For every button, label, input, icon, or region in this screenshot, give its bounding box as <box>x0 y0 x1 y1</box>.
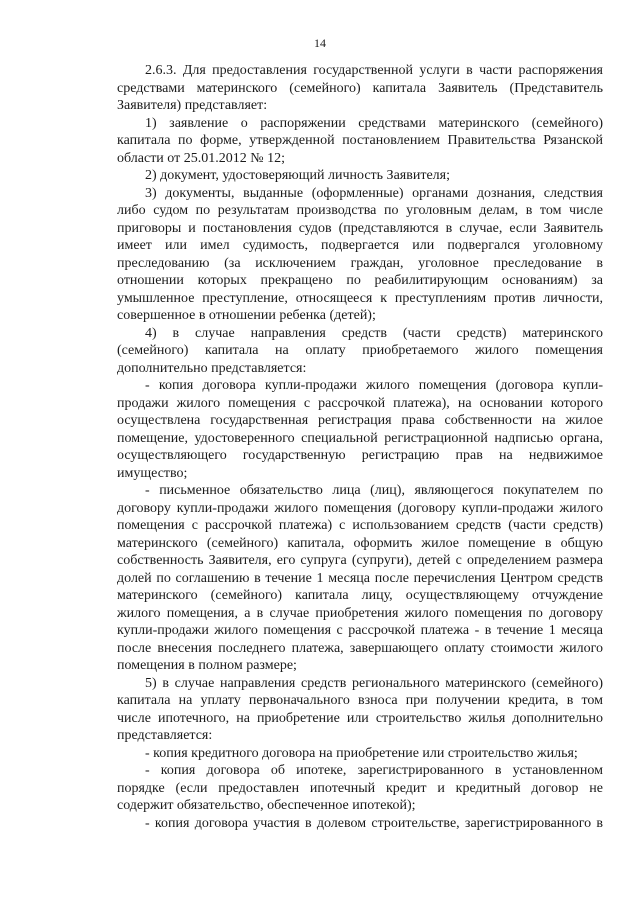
text-line: 5) в случае направления средств регионального материнского (семейного) <box>145 675 603 691</box>
text-line: имущество; <box>117 465 188 481</box>
text-line: - письменное обязательство лица (лиц), являющегося покупателем по <box>145 483 603 498</box>
text-line: - копия договора об ипотеке, зарегистрированного в установленном <box>145 763 603 778</box>
text-line: 3) документы, выданные (оформленные) органами дознания, следствия <box>145 185 603 201</box>
text-line: помещения в полном размере; <box>117 658 297 673</box>
text-line: - копия договора участия в долевом строительстве, зарегистрированного в <box>145 815 603 831</box>
text-line: осуществлена государственная регистрация права собственности на жилое <box>117 413 603 428</box>
text-line: договору купли-продажи жилого помещения (договору купли-продажи жилого <box>117 500 603 516</box>
text-line: материнского (семейного) капитала лицу, осуществляющему отчуждение <box>117 588 603 603</box>
text-line: приговоры и постановления судов (представляются в случае, если Заявитель <box>117 220 603 236</box>
text-line: собственность Заявителя, его супруга (супруги), детей с определением размера <box>117 553 603 568</box>
page-number: 14 <box>314 36 326 50</box>
text-line: помещения с рассрочкой платежа) с использованием средств (части средств) <box>117 518 603 533</box>
text-line: продажи жилого помещения с рассрочкой платежа), на основании которого <box>117 395 603 411</box>
text-line: (семейного) капитала на оплату приобретаемого жилого помещения <box>117 343 603 358</box>
document-body <box>117 62 603 832</box>
text-line: осуществляющего государственную регистрацию прав на недвижимое <box>117 448 603 463</box>
text-line: области от 25.01.2012 № 12; <box>117 150 285 166</box>
text-line: капитала по форме, утвержденной постановлением Правительства Рязанской <box>117 133 603 148</box>
text-line: содержит обязательство, обеспеченное ипотекой); <box>117 798 416 813</box>
text-line: помещение, удостоверенного специальной регистрационной надписью органа, <box>117 430 603 446</box>
text-line: - копия договора купли-продажи жилого помещения (договора купли- <box>145 378 603 393</box>
text-line: капитала на уплату первоначального взноса при получении кредита, в том <box>117 693 603 708</box>
text-line: преследованию (за исключением граждан, уголовное преследование в <box>117 255 603 271</box>
text-line: имеет или имел судимость, подвергается или подвергался уголовному <box>117 238 603 253</box>
text-line: отношении которых прекращено по реабилитирующим основаниям) за <box>117 273 603 288</box>
text-line: жилого помещения, а в случае приобретения жилого помещения по договору <box>117 605 603 621</box>
text-line: - копия кредитного договора на приобретение или строительство жилья; <box>145 745 578 761</box>
text-line: 4) в случае направления средств (части средств) материнского <box>145 325 603 341</box>
text-line: Заявителя) представляет: <box>117 98 268 113</box>
text-line: средствами материнского (семейного) капитала Заявитель (Представитель <box>117 80 603 96</box>
text-line: долей по соглашению в течение 1 месяца после перечисления Центром средств <box>117 570 603 586</box>
text-line: купли-продажи жилого помещения с рассрочкой платежа - в течение 1 месяца <box>117 623 603 638</box>
text-line: представляется: <box>117 728 213 743</box>
text-line: 1) заявление о распоряжении средствами материнского (семейного) <box>145 115 603 131</box>
text-line: 2.6.3. Для предоставления государственной услуги в части распоряжения <box>145 63 603 78</box>
text-line: 2) документ, удостоверяющий личность Заявителя; <box>145 168 450 183</box>
text-line: совершенное в отношении ребенка (детей); <box>117 308 376 323</box>
text-line: порядке (если предоставлен ипотечный кредит и кредитный договор не <box>117 780 603 796</box>
text-line: материнского (семейного) капитала, оформить жилое помещение в общую <box>117 535 603 551</box>
text-line: после внесения последнего платежа, завершающего оплату стоимости жилого <box>117 640 603 656</box>
text-line: дополнительно представляется: <box>117 360 307 376</box>
text-line: умышленное преступление, относящееся к преступлениям против личности, <box>117 290 603 306</box>
text-line: либо судом по результатам производства по уголовным делам, в том числе <box>117 203 603 218</box>
text-line: числе ипотечного, на приобретение или строительство жилья дополнительно <box>117 710 603 726</box>
